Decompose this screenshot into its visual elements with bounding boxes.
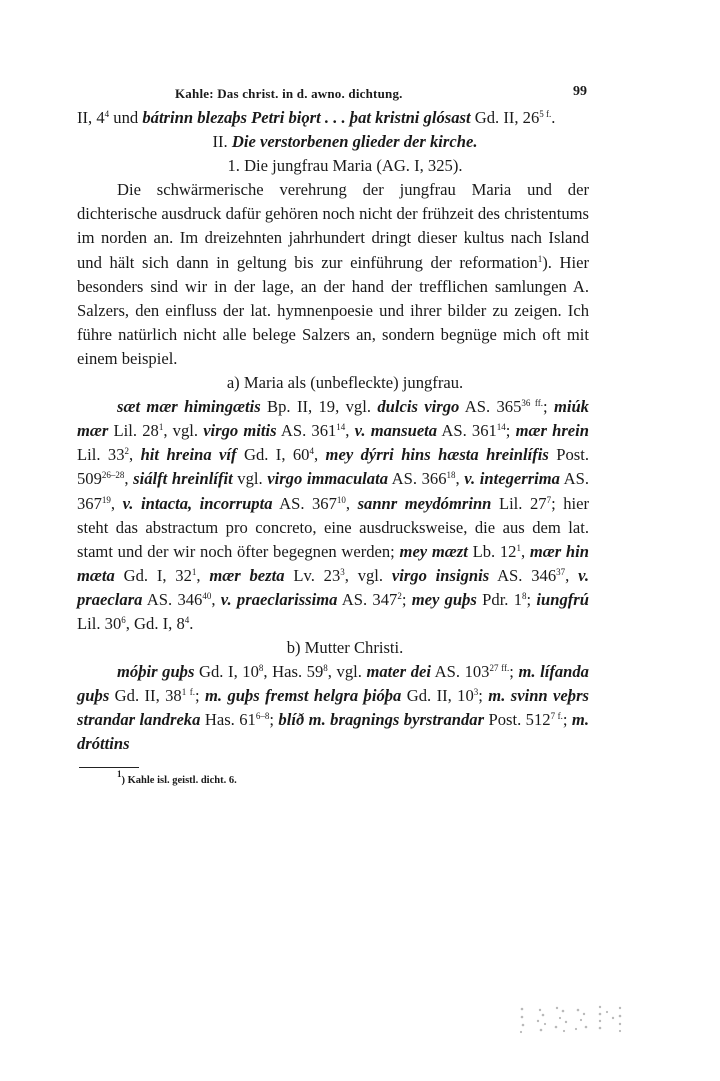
running-header xyxy=(77,82,589,106)
paragraph: sæt mær himingætis Bp. II, 19, vgl. dulcis virgo AS. $365^{36 ff.}$; miúk mær Lil. $28^1$, vgl. virgo mitis AS. $361^{14}$, v. mansueta AS. $361^{14}$; mær hrein Lil. $33^2$, hit hreina víf Gd. I, $60^4$, mey dýrri hins hæsta hreinlífis Post. 509$^{26-28}$, siálft hreinlífit vgl. virgo immaculata AS. $366^{18}$, v. integerrima AS. $367^{19}$, v. intacta, incorrupta AS. $367^{10}$, sannr meydómrinn Lil. $27^7$; hier steht das abstractum pro concreto, eine ausdrucksweise, die aus dem lat. stamt und der wir noch öfter begegnen werden; mey mæzt Lb. $12^1$, mær hin mæta Gd. I, $32^1$, mær bezta Lv. $23^3$, vgl. virgo insignis AS. $346^{37}$, v. praeclara AS. $346^{40}$, v. praeclarissima AS. $347^2$; mey guþs Pdr. $1^8$; iungfrú Lil. $30^6$, Gd. I, $8^4$. xyxy=(77,397,590,633)
subsection-heading: b) Mutter Christi. xyxy=(286,638,404,658)
subsection-heading: a) Maria als (unbefleckte) jungfrau. xyxy=(226,373,464,393)
library-stamp xyxy=(516,1000,628,1038)
page xyxy=(77,82,589,786)
section-heading: II. Die verstorbenen glieder der kirche. xyxy=(212,132,478,152)
page-number: 99 xyxy=(573,84,587,99)
paragraph: II, $4^4$ und bátrinn blezaþs Petri biǫrt . . . þat kristni glósast Gd. II, $26^{5 f.}$. xyxy=(77,108,556,127)
paragraph: móþir guþs Gd. I, $10^8$, Has. $59^8$, vgl. mater dei AS. $103^{27 ff.}$; m. lífanda guþs Gd. II, $38^{1 f.}$; m. guþs fremst helgra þióþa Gd. II, $10^3$; m. svinn veþrs strandar landreka Has. 61$^{6-8}$; blíð m. bragnings byrstrandar Post. $512^{7 f.}$; m. dróttins xyxy=(77,662,589,754)
subsection-heading: 1. Die jungfrau Maria (AG. I, 325). xyxy=(227,156,463,176)
header-title: Kahle: Das christ. in d. awno. dichtung. xyxy=(175,86,403,101)
footnote: $^1$) Kahle isl. geistl. dicht. 6. xyxy=(117,768,237,786)
footnote-rule xyxy=(79,767,139,768)
body-text xyxy=(77,106,589,757)
footnote-text: Kahle isl. geistl. dicht. 6. xyxy=(127,774,237,786)
paragraph: Die schwärmerische verehrung der jungfrau Maria und der dichterische ausdruck dafür gehören noch nicht der frühzeit des christentums im norden an. Im dreizehnten jahrhundert dringt dieser kultus nach Island und hält sich dann in geltung bis zur einführung der reformation$^1$). Hier besonders sind wir in der lage, an der hand der trefflichen samlungen A. Salzers, den einfluss der lat. hymnenpoesie und ihrer bilder zu zeigen. Ich führe natürlich nicht alle belege Salzers an, sondern begnüge mich oft mit einem beispiel. xyxy=(77,180,589,368)
